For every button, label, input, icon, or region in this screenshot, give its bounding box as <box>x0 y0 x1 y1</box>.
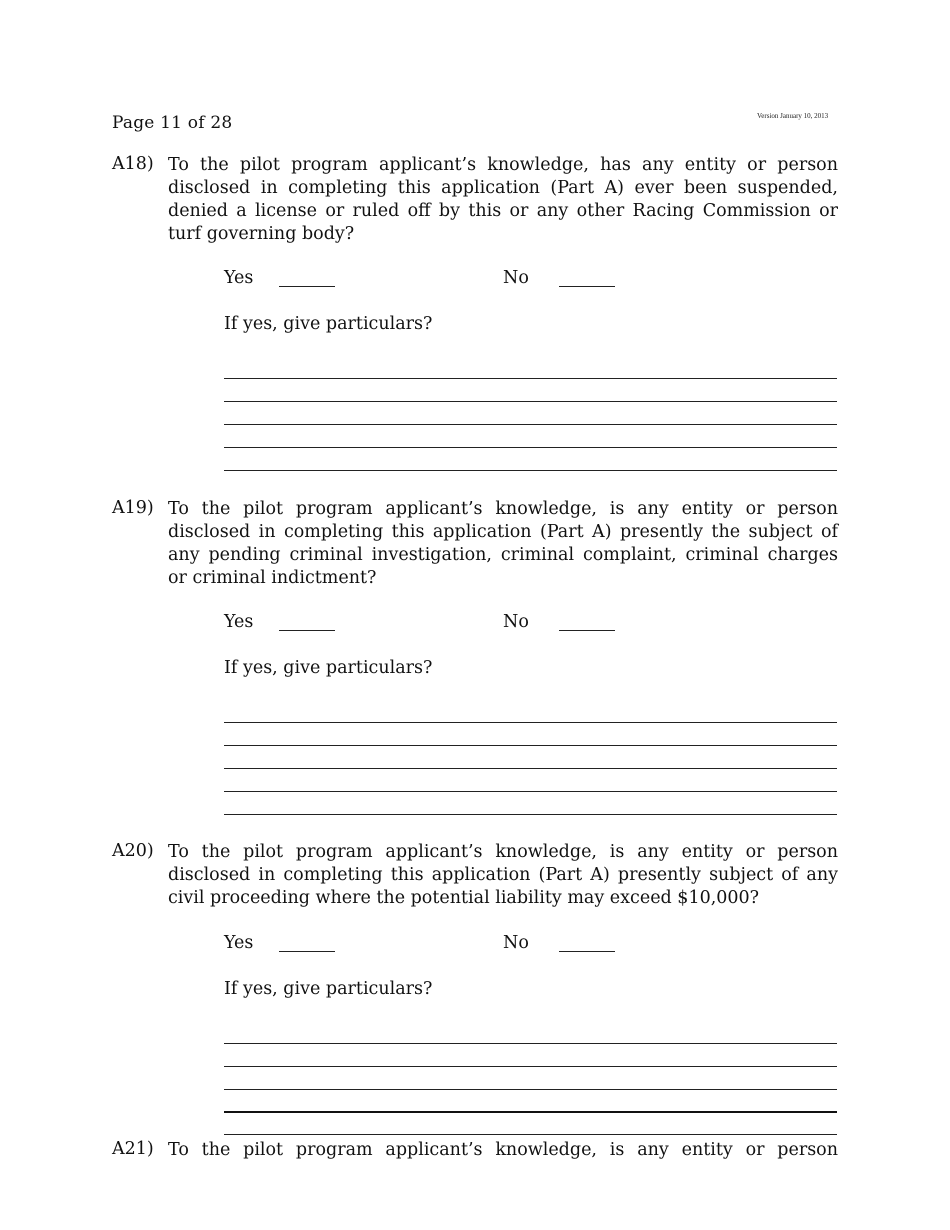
no-answer-blank[interactable] <box>559 630 615 631</box>
particulars-line[interactable] <box>224 745 837 746</box>
no-label: No <box>503 612 529 632</box>
particulars-label: If yes, give particulars? <box>224 979 433 999</box>
yes-label: Yes <box>224 933 254 953</box>
particulars-line[interactable] <box>224 722 837 723</box>
particulars-line[interactable] <box>224 1134 837 1135</box>
no-answer-blank[interactable] <box>559 286 615 287</box>
yes-answer-blank[interactable] <box>279 286 335 287</box>
no-label: No <box>503 268 529 288</box>
particulars-label: If yes, give particulars? <box>224 658 433 678</box>
question-number: A21) <box>112 1139 154 1159</box>
version-date: Version January 10, 2013 <box>757 112 829 120</box>
question-text: To the pilot program applicant’s knowledge, is any entity or person disclosed in completing this application (Part A) presently the subject of any pending criminal investigation, criminal complaint, criminal charges or criminal indictment? <box>168 499 838 588</box>
yes-answer-blank[interactable] <box>279 630 335 631</box>
question-text: To the pilot program applicant’s knowledge, is any entity or person <box>168 1140 838 1160</box>
page-number: Page 11 of 28 <box>112 113 233 133</box>
particulars-line[interactable] <box>224 447 837 448</box>
particulars-line[interactable] <box>224 378 837 379</box>
no-answer-blank[interactable] <box>559 951 615 952</box>
yes-answer-blank[interactable] <box>279 951 335 952</box>
no-label: No <box>503 933 529 953</box>
particulars-line[interactable] <box>224 1089 837 1090</box>
question-text: To the pilot program applicant’s knowledge, is any entity or person disclosed in completing this application (Part A) presently subject of any civil proceeding where the potential liability may exceed $10,000? <box>168 842 838 908</box>
yes-label: Yes <box>224 268 254 288</box>
particulars-line[interactable] <box>224 1043 837 1044</box>
particulars-line[interactable] <box>224 768 837 769</box>
question-number: A20) <box>112 841 154 861</box>
particulars-line[interactable] <box>224 470 837 471</box>
particulars-line[interactable] <box>224 1111 837 1113</box>
question-number: A19) <box>112 498 154 518</box>
yes-label: Yes <box>224 612 254 632</box>
particulars-line[interactable] <box>224 1066 837 1067</box>
question-number: A18) <box>112 154 154 174</box>
particulars-line[interactable] <box>224 814 837 815</box>
particulars-line[interactable] <box>224 401 837 402</box>
particulars-line[interactable] <box>224 424 837 425</box>
question-text: To the pilot program applicant’s knowledge, has any entity or person disclosed in completing this application (Part A) ever been suspended, denied a license or ruled off by this or any other Racing Commission or turf governing body? <box>168 155 838 244</box>
particulars-label: If yes, give particulars? <box>224 314 433 334</box>
particulars-line[interactable] <box>224 791 837 792</box>
